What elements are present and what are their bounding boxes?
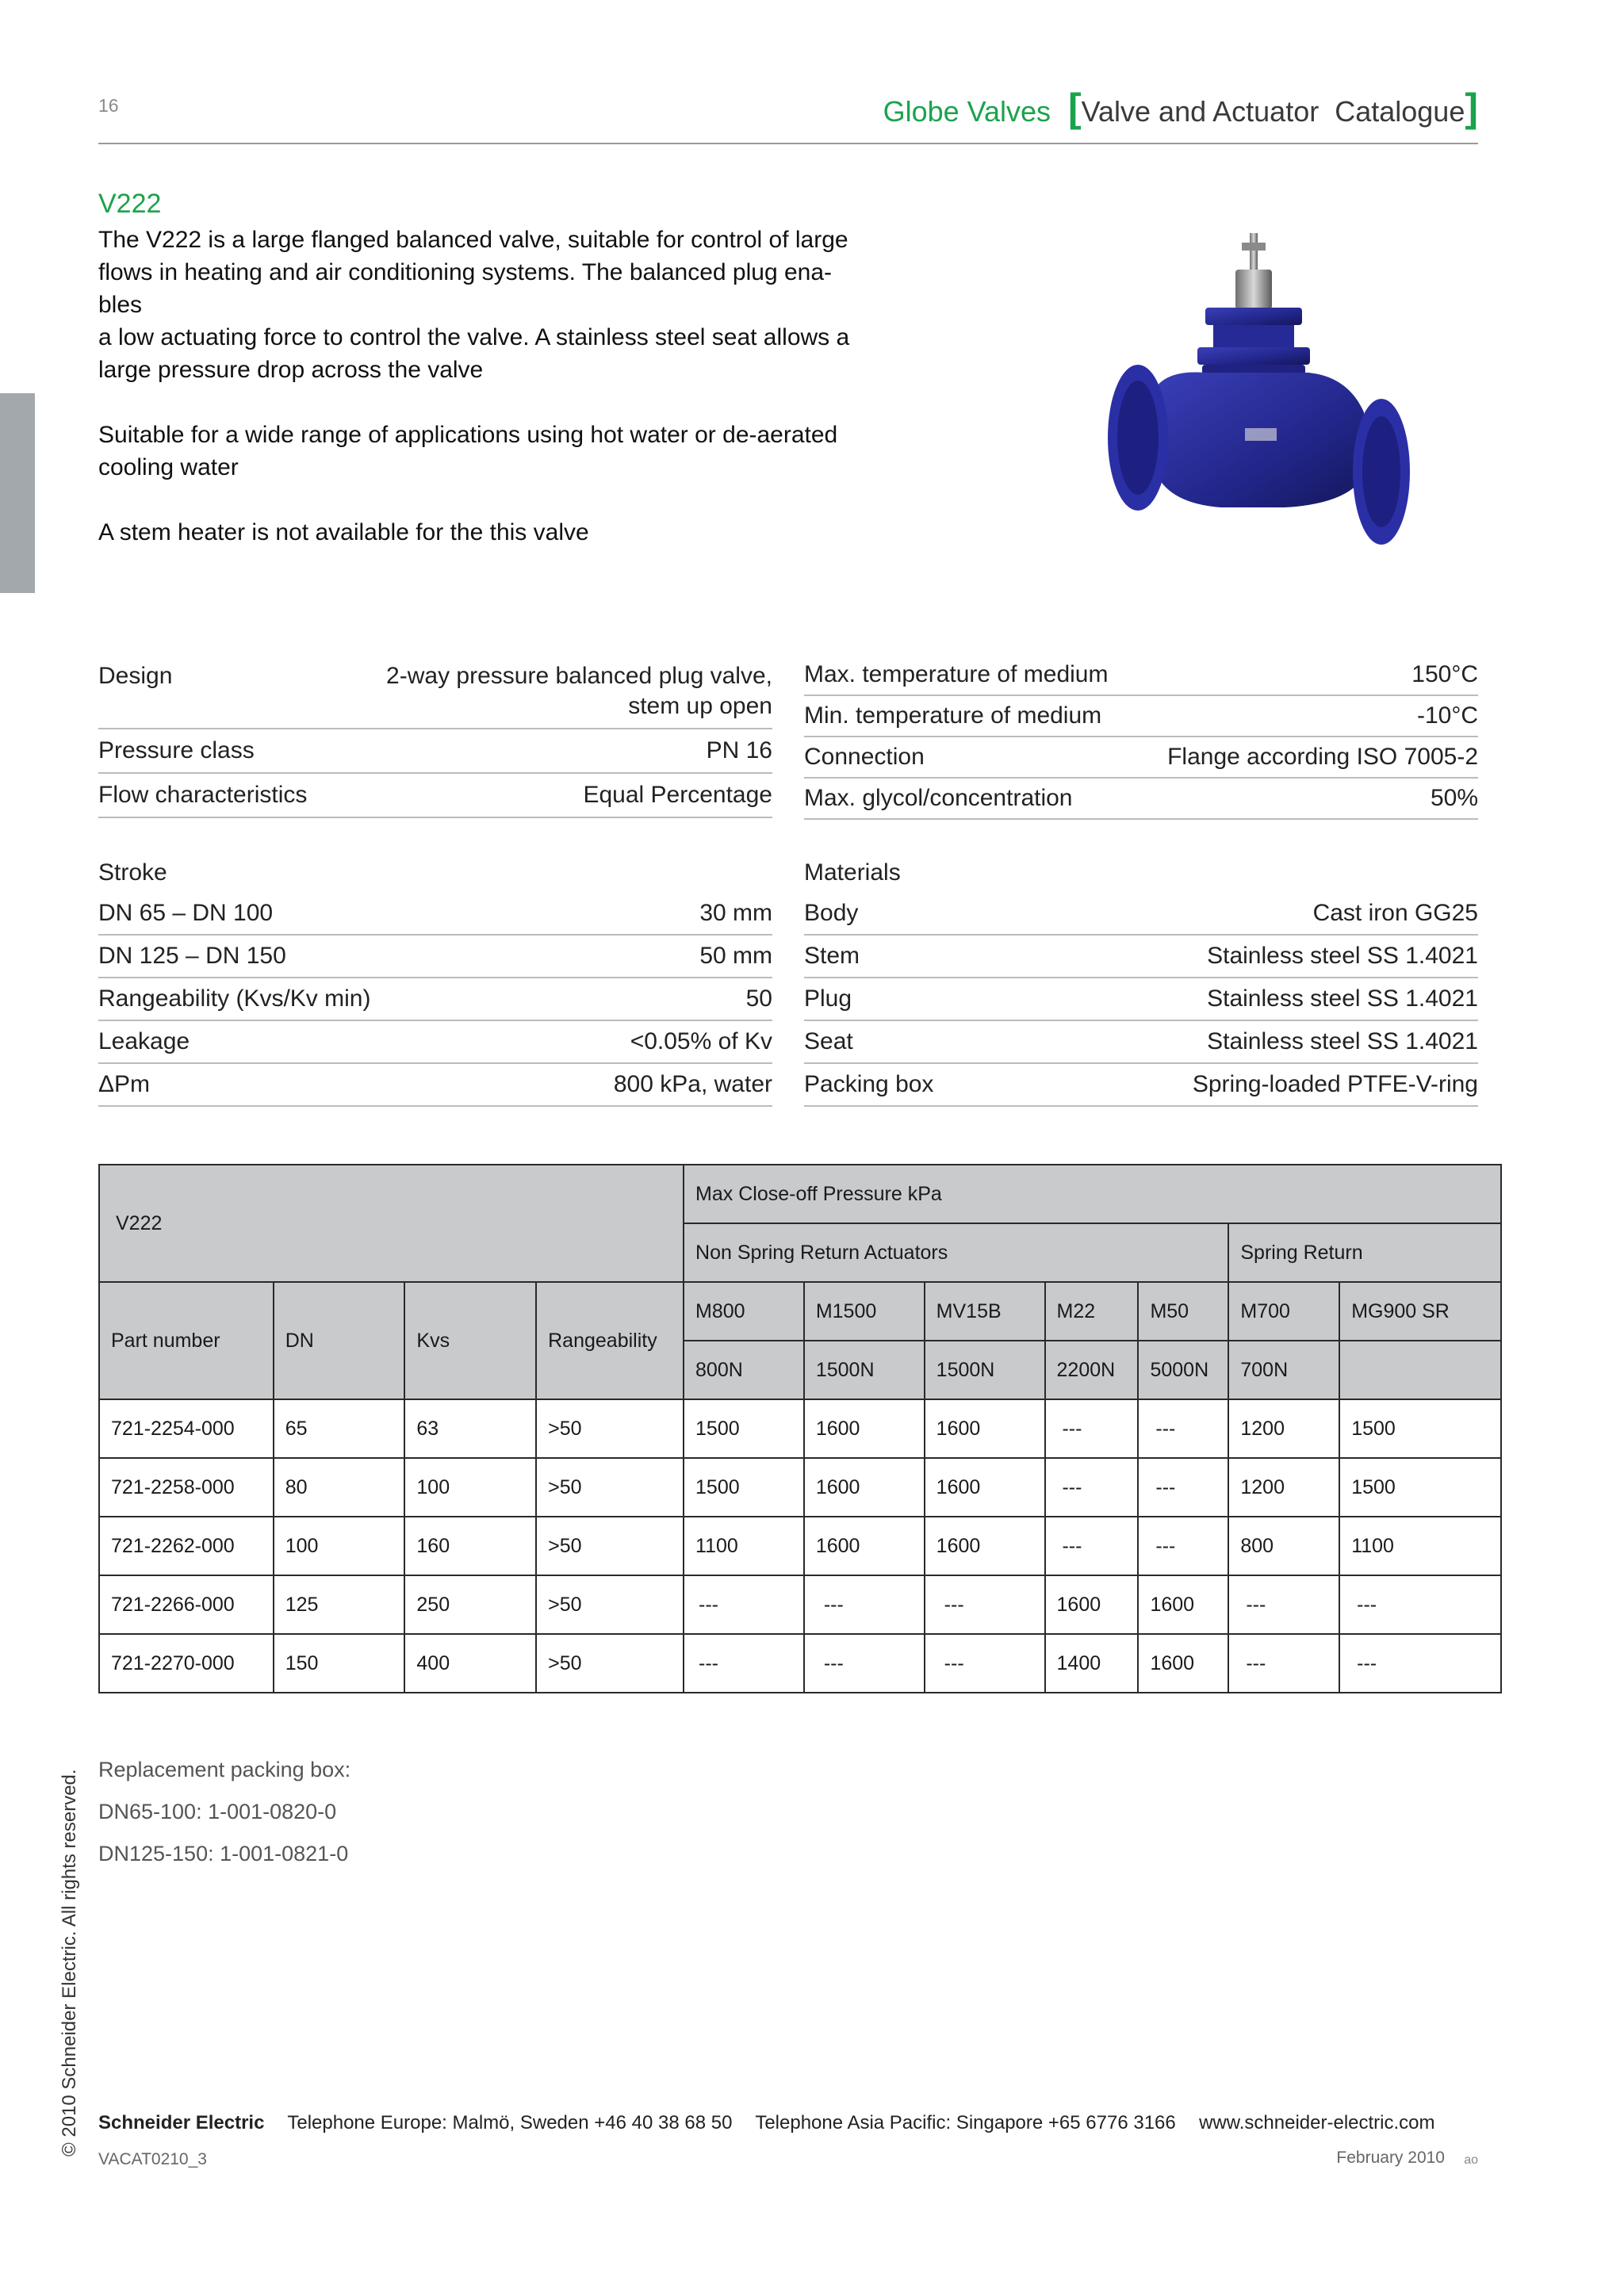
- actuator-force: 1500N: [804, 1341, 925, 1399]
- col-rangeability: Rangeability: [536, 1282, 684, 1399]
- table-cell: 100: [404, 1458, 536, 1517]
- table-row: [99, 1458, 1501, 1517]
- table-cell: 800: [1228, 1517, 1339, 1575]
- table-cell: ---: [1138, 1517, 1228, 1575]
- actuator-force: 1500N: [925, 1341, 1045, 1399]
- spec-row: [98, 936, 772, 978]
- document-code: VACAT0210_3: [98, 2150, 207, 2168]
- table-cell: ---: [684, 1634, 804, 1693]
- phone-europe: Telephone Europe: Malmö, Sweden +46 40 38 68 50: [287, 2112, 733, 2133]
- table-header-row: [99, 1165, 1501, 1223]
- table-cell: 160: [404, 1517, 536, 1575]
- actuator-name: M800: [684, 1282, 804, 1341]
- table-cell: >50: [536, 1517, 684, 1575]
- spec-row: [804, 893, 1478, 936]
- table-cell: ---: [1138, 1399, 1228, 1458]
- product-description: [98, 224, 891, 549]
- spec-value: Stainless steel SS 1.4021: [1207, 943, 1478, 969]
- actuator-force: 800N: [684, 1341, 804, 1399]
- applications-line: Suitable for a wide range of applications using hot water or de-aerated: [98, 422, 838, 448]
- table-cell: ---: [684, 1575, 804, 1634]
- spec-value-line: stem up open: [628, 693, 772, 719]
- spec-key: DN 125 – DN 150: [98, 943, 286, 969]
- actuator-force: 700N: [1228, 1341, 1339, 1399]
- spec-value: 50 mm: [699, 943, 772, 969]
- table-cell: ---: [1045, 1399, 1139, 1458]
- document-suffix: ao: [1464, 2153, 1478, 2167]
- spec-value-line: 2-way pressure balanced plug valve,: [386, 663, 772, 689]
- actuator-force: 5000N: [1138, 1341, 1228, 1399]
- spec-row: [804, 737, 1478, 779]
- stem-heater-note: A stem heater is not available for the this valve: [98, 519, 589, 545]
- spec-key: Min. temperature of medium: [804, 702, 1102, 729]
- table-cell: ---: [804, 1575, 925, 1634]
- section-title: Globe Valves: [883, 95, 1051, 128]
- intro-line: large pressure drop across the valve: [98, 357, 484, 383]
- spec-row: [804, 779, 1478, 820]
- document-date: February 2010: [1336, 2149, 1445, 2167]
- close-off-pressure-table: [98, 1164, 1502, 1693]
- table-cell: 65: [274, 1399, 405, 1458]
- table-cell: >50: [536, 1634, 684, 1693]
- table-cell: 1600: [925, 1517, 1045, 1575]
- model-cell: V222: [99, 1165, 684, 1282]
- spec-key: Max. glycol/concentration: [804, 785, 1073, 811]
- table-row: [99, 1399, 1501, 1458]
- spec-key: Pressure class: [98, 737, 255, 763]
- spec-key: Rangeability (Kvs/Kv min): [98, 985, 371, 1012]
- spec-value: <0.05% of Kv: [630, 1028, 772, 1054]
- table-cell: 63: [404, 1399, 536, 1458]
- spec-key: Flow characteristics: [98, 782, 308, 808]
- col-part-number: Part number: [99, 1282, 274, 1399]
- table-cell: >50: [536, 1399, 684, 1458]
- spec-row: [804, 1064, 1478, 1107]
- page-number: 16: [98, 95, 119, 116]
- spec-row: [804, 978, 1478, 1021]
- actuator-row: [99, 1282, 1501, 1341]
- table-cell: 1600: [804, 1517, 925, 1575]
- spec-value: 50: [745, 985, 772, 1012]
- spec-value: 30 mm: [699, 900, 772, 926]
- table-cell: 721-2270-000: [99, 1634, 274, 1693]
- footer-contact-line: [98, 2112, 1435, 2134]
- page-header: [883, 86, 1478, 130]
- catalogue-title: Valve and Actuator Catalogue: [1081, 95, 1465, 128]
- intro-line: The V222 is a large flanged balanced valve, suitable for control of large: [98, 227, 848, 253]
- table-cell: ---: [1138, 1458, 1228, 1517]
- table-cell: 1500: [684, 1399, 804, 1458]
- replacement-heading: Replacement packing box:: [98, 1758, 351, 1781]
- spec-key: Seat: [804, 1028, 853, 1054]
- spec-value: Stainless steel SS 1.4021: [1207, 1028, 1478, 1054]
- non-spring-return-header: Non Spring Return Actuators: [684, 1223, 1228, 1282]
- table-cell: 1200: [1228, 1458, 1339, 1517]
- table-cell: ---: [925, 1575, 1045, 1634]
- spring-return-header: Spring Return: [1228, 1223, 1501, 1282]
- replacement-packing-box: [98, 1749, 350, 1875]
- bracket-open: [: [1068, 86, 1082, 130]
- table-cell: 1600: [925, 1458, 1045, 1517]
- spec-row: [98, 655, 772, 729]
- spec-key: Max. temperature of medium: [804, 661, 1109, 687]
- actuator-force: [1339, 1341, 1501, 1399]
- table-cell: >50: [536, 1575, 684, 1634]
- spec-row: [98, 774, 772, 818]
- spec-value: Stainless steel SS 1.4021: [1207, 985, 1478, 1012]
- spec-key: Body: [804, 900, 859, 926]
- table-row: [99, 1517, 1501, 1575]
- spec-value: Flange according ISO 7005-2: [1167, 744, 1478, 770]
- table-cell: 400: [404, 1634, 536, 1693]
- table-cell: 1600: [925, 1399, 1045, 1458]
- stroke-heading: Stroke: [98, 859, 167, 886]
- header-rule: [98, 143, 1478, 144]
- table-cell: 250: [404, 1575, 536, 1634]
- spec-key: Plug: [804, 985, 852, 1012]
- table-cell: 1600: [1045, 1575, 1139, 1634]
- table-cell: 721-2266-000: [99, 1575, 274, 1634]
- valve-product-image: [1094, 230, 1427, 571]
- col-dn: DN: [274, 1282, 405, 1399]
- spec-key: Leakage: [98, 1028, 190, 1054]
- table-cell: ---: [925, 1634, 1045, 1693]
- table-row: [99, 1634, 1501, 1693]
- table-cell: 1500: [1339, 1458, 1501, 1517]
- table-cell: ---: [1339, 1575, 1501, 1634]
- spec-table-right: [804, 655, 1478, 820]
- materials-heading: Materials: [804, 859, 901, 886]
- spec-value: Cast iron GG25: [1312, 900, 1478, 926]
- spec-key: Connection: [804, 744, 925, 770]
- product-title: V222: [98, 189, 162, 219]
- spec-value: PN 16: [706, 737, 772, 763]
- spec-key: Stem: [804, 943, 860, 969]
- bracket-close: ]: [1465, 86, 1478, 130]
- spec-key: ΔPm: [98, 1071, 151, 1097]
- spec-key: DN 65 – DN 100: [98, 900, 274, 926]
- table-row: [99, 1575, 1501, 1634]
- spec-key: Packing box: [804, 1071, 934, 1097]
- stroke-heading-row: [98, 853, 772, 893]
- applications-line: cooling water: [98, 454, 239, 480]
- table-cell: 1100: [1339, 1517, 1501, 1575]
- table-cell: 100: [274, 1517, 405, 1575]
- spec-value: Equal Percentage: [583, 782, 772, 808]
- actuator-name: M50: [1138, 1282, 1228, 1341]
- spec-table-left: [98, 655, 772, 818]
- table-cell: 1200: [1228, 1399, 1339, 1458]
- actuator-force: 2200N: [1045, 1341, 1139, 1399]
- table-cell: 80: [274, 1458, 405, 1517]
- spec-row: [804, 655, 1478, 696]
- phone-asia: Telephone Asia Pacific: Singapore +65 6776 3166: [755, 2112, 1176, 2133]
- actuator-name: MG900 SR: [1339, 1282, 1501, 1341]
- spec-value: 50%: [1430, 785, 1478, 811]
- table-cell: ---: [1228, 1575, 1339, 1634]
- spec-row: [804, 1021, 1478, 1064]
- materials-table: [804, 853, 1478, 1107]
- table-cell: 1600: [1138, 1634, 1228, 1693]
- actuator-name: M700: [1228, 1282, 1339, 1341]
- actuator-name: M22: [1045, 1282, 1139, 1341]
- table-cell: ---: [1045, 1517, 1139, 1575]
- replacement-line: DN65-100: 1-001-0820-0: [98, 1800, 337, 1823]
- spec-row: [98, 893, 772, 936]
- table-cell: 125: [274, 1575, 405, 1634]
- intro-line: bles: [98, 292, 143, 318]
- intro-line: a low actuating force to control the valve. A stainless steel seat allows a: [98, 324, 850, 350]
- table-cell: 1500: [684, 1458, 804, 1517]
- max-close-off-header: Max Close-off Pressure kPa: [684, 1165, 1501, 1223]
- table-cell: 721-2262-000: [99, 1517, 274, 1575]
- table-cell: 1600: [804, 1458, 925, 1517]
- table-cell: >50: [536, 1458, 684, 1517]
- spec-row: [98, 978, 772, 1021]
- actuator-name: MV15B: [925, 1282, 1045, 1341]
- copyright-notice: © 2010 Schneider Electric. All rights reserved.: [59, 1769, 80, 2156]
- spec-row: [804, 696, 1478, 737]
- actuator-name: M1500: [804, 1282, 925, 1341]
- col-kvs: Kvs: [404, 1282, 536, 1399]
- replacement-line: DN125-150: 1-001-0821-0: [98, 1842, 349, 1866]
- table-cell: ---: [1228, 1634, 1339, 1693]
- spec-value: Spring-loaded PTFE-V-ring: [1192, 1071, 1478, 1097]
- table-cell: ---: [1339, 1634, 1501, 1693]
- spec-value: [386, 661, 772, 721]
- materials-heading-row: [804, 853, 1478, 893]
- spec-row: [98, 1064, 772, 1107]
- spec-value: -10°C: [1416, 702, 1478, 729]
- table-cell: 1600: [804, 1399, 925, 1458]
- spec-row: [98, 1021, 772, 1064]
- intro-line: flows in heating and air conditioning systems. The balanced plug ena-: [98, 259, 833, 285]
- website-link[interactable]: www.schneider-electric.com: [1199, 2112, 1435, 2133]
- table-cell: ---: [804, 1634, 925, 1693]
- side-tab-marker: [0, 393, 35, 593]
- stroke-table: [98, 853, 772, 1107]
- table-cell: 1100: [684, 1517, 804, 1575]
- spec-value: 800 kPa, water: [613, 1071, 772, 1097]
- spec-row: [98, 729, 772, 774]
- spec-value: 150°C: [1411, 661, 1478, 687]
- table-cell: ---: [1045, 1458, 1139, 1517]
- table-cell: 150: [274, 1634, 405, 1693]
- table-cell: 721-2258-000: [99, 1458, 274, 1517]
- table-cell: 1400: [1045, 1634, 1139, 1693]
- company-name: Schneider Electric: [98, 2112, 265, 2133]
- spec-row: [804, 936, 1478, 978]
- spec-key: Design: [98, 663, 173, 689]
- table-cell: 1600: [1138, 1575, 1228, 1634]
- table-cell: 1500: [1339, 1399, 1501, 1458]
- table-cell: 721-2254-000: [99, 1399, 274, 1458]
